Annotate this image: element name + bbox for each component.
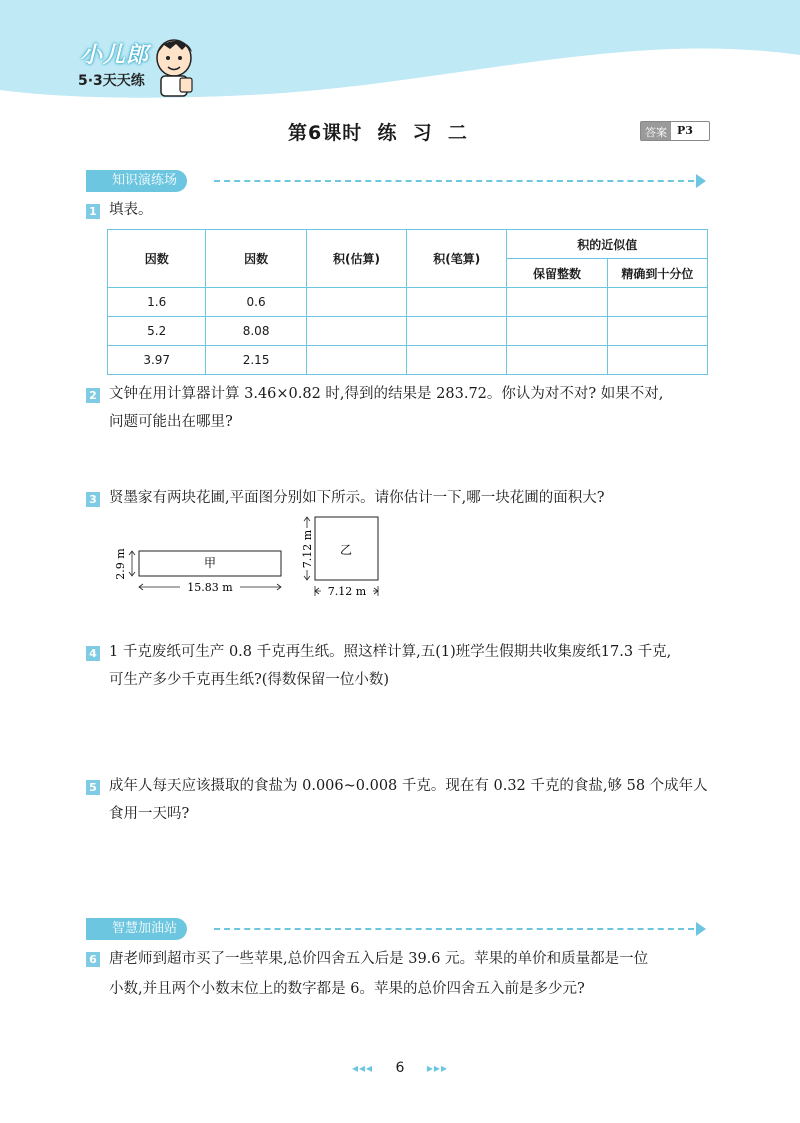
table-row xyxy=(108,346,708,375)
section-arrow-icon xyxy=(696,174,706,188)
logo-title: 小儿郎 xyxy=(80,43,150,68)
cell-factor-a: 5.2 xyxy=(108,317,206,346)
question-2-number: 2 xyxy=(86,388,100,403)
question-6-line-1: 唐老师到超市买了一些苹果,总价四舍五入后是 39.6 元。苹果的单价和质量都是一位 xyxy=(109,951,649,967)
answer-cell[interactable] xyxy=(607,317,707,346)
section-challenge-label: 智慧加油站 xyxy=(86,918,187,940)
question-3-text: 贤墨家有两块花圃,平面图分别如下所示。请你估计一下,哪一块花圃的面积大? xyxy=(109,490,605,506)
answer-cell[interactable] xyxy=(306,317,406,346)
answer-cell[interactable] xyxy=(607,288,707,317)
section-practice-label: 知识演练场 xyxy=(86,170,187,192)
answer-cell[interactable] xyxy=(306,288,406,317)
section-practice-header xyxy=(86,170,711,192)
table-row xyxy=(108,288,708,317)
question-2-line-2: 问题可能出在哪里? xyxy=(109,414,233,430)
answer-cell[interactable] xyxy=(607,346,707,375)
section-arrow-icon xyxy=(696,922,706,936)
answer-label: 答案 xyxy=(641,122,671,140)
question-2-line-1: 文钟在用计算器计算 3.46×0.82 时,得到的结果是 283.72。你认为对不对? 如果不对, xyxy=(109,386,664,402)
question-4-text xyxy=(109,638,724,694)
question-4-number: 4 xyxy=(86,646,100,661)
plot-b-label: 乙 xyxy=(339,543,353,557)
cell-factor-b: 2.15 xyxy=(206,346,306,375)
section-challenge-header xyxy=(86,918,711,940)
header-approx: 积的近似值 xyxy=(507,230,708,259)
answer-cell[interactable] xyxy=(306,346,406,375)
question-4-line-2: 可生产多少千克再生纸?(得数保留一位小数) xyxy=(109,672,390,688)
page-footer xyxy=(0,1060,800,1076)
answer-cell[interactable] xyxy=(407,288,507,317)
cell-factor-a: 1.6 xyxy=(108,288,206,317)
question-5-text xyxy=(109,772,724,828)
plot-a-height: 2.9 m xyxy=(114,548,127,580)
question-6-text xyxy=(109,944,724,1004)
header-tenth: 精确到十分位 xyxy=(607,259,707,288)
answer-cell[interactable] xyxy=(407,317,507,346)
answer-reference xyxy=(640,121,710,141)
plot-a-width: 15.83 m xyxy=(187,581,233,594)
cell-factor-a: 3.97 xyxy=(108,346,206,375)
plot-b-width: 7.12 m xyxy=(327,585,367,598)
mascot-icon xyxy=(152,36,198,98)
question-4-line-1: 1 千克废纸可生产 0.8 千克再生纸。照这样计算,五(1)班学生假期共收集废纸17.3 千克, xyxy=(109,644,672,660)
question-5-line-2: 食用一天吗? xyxy=(109,806,190,822)
header-integer: 保留整数 xyxy=(507,259,607,288)
garden-diagram xyxy=(108,510,398,605)
cell-factor-b: 8.08 xyxy=(206,317,306,346)
question-1-number: 1 xyxy=(86,204,100,219)
plot-a-label: 甲 xyxy=(203,556,217,570)
footer-left-arrows-icon: ◂◂◂ xyxy=(352,1061,374,1075)
question-3-number: 3 xyxy=(86,492,100,507)
fill-table xyxy=(107,229,708,375)
answer-cell[interactable] xyxy=(507,317,607,346)
answer-cell[interactable] xyxy=(507,346,607,375)
answer-page: P3 xyxy=(677,124,693,137)
header-estimate: 积(估算) xyxy=(306,230,406,288)
question-6-number: 6 xyxy=(86,952,100,967)
question-2-text xyxy=(109,380,724,436)
cell-factor-b: 0.6 xyxy=(206,288,306,317)
question-5-number: 5 xyxy=(86,780,100,795)
logo-subtitle: 5·3天天练 xyxy=(78,73,145,89)
header-factor-1: 因数 xyxy=(108,230,206,288)
question-6-line-2: 小数,并且两个小数末位上的数字都是 6。苹果的总价四舍五入前是多少元? xyxy=(109,981,585,997)
lesson-title: 第6课时 练 习 二 xyxy=(288,122,468,144)
section-divider xyxy=(214,180,694,182)
answer-cell[interactable] xyxy=(507,288,607,317)
page-number: 6 xyxy=(395,1060,405,1076)
table-row xyxy=(108,317,708,346)
header-written: 积(笔算) xyxy=(407,230,507,288)
answer-cell[interactable] xyxy=(407,346,507,375)
section-divider xyxy=(214,928,694,930)
header-factor-2: 因数 xyxy=(206,230,306,288)
plot-b-height: 7.12 m xyxy=(301,529,314,569)
question-5-line-1: 成年人每天应该摄取的食盐为 0.006~0.008 千克。现在有 0.32 千克的食盐,够 58 个成年人 xyxy=(109,778,708,794)
footer-right-arrows-icon: ▸▸▸ xyxy=(426,1061,448,1075)
question-1-text: 填表。 xyxy=(109,202,153,218)
